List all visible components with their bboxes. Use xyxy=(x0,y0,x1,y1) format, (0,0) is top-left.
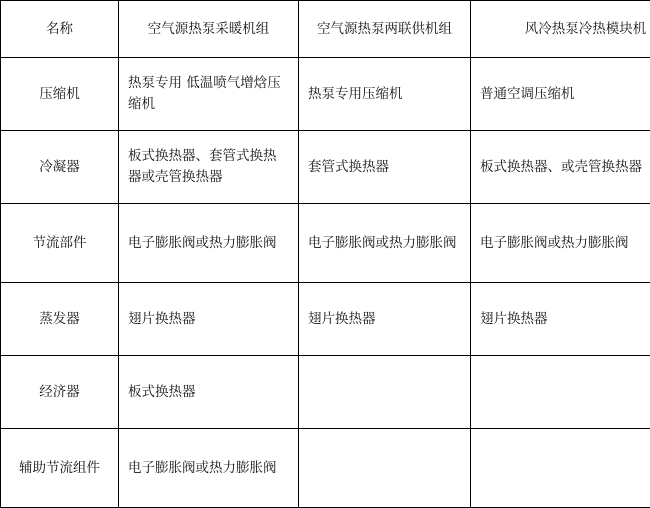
cell-condenser-module: 板式换热器、或壳管换热器 xyxy=(471,131,650,204)
cell-economizer-heating: 板式换热器 xyxy=(119,356,299,429)
cell-auxiliary-heating: 电子膨胀阀或热力膨胀阀 xyxy=(119,429,299,508)
table-row xyxy=(1,131,650,204)
row-label-compressor: 压缩机 xyxy=(1,58,119,131)
row-label-economizer: 经济器 xyxy=(1,356,119,429)
row-label-throttling-part: 节流部件 xyxy=(1,204,119,283)
cell-evaporator-module: 翅片换热器 xyxy=(471,283,650,356)
column-header-dual-supply-unit: 空气源热泵两联供机组 xyxy=(299,1,471,58)
cell-compressor-dual: 热泵专用压缩机 xyxy=(299,58,471,131)
row-label-evaporator: 蒸发器 xyxy=(1,283,119,356)
cell-economizer-dual xyxy=(299,356,471,429)
cell-condenser-dual: 套管式换热器 xyxy=(299,131,471,204)
table-row xyxy=(1,429,650,508)
cell-economizer-module xyxy=(471,356,650,429)
cell-auxiliary-dual xyxy=(299,429,471,508)
table-row xyxy=(1,283,650,356)
cell-compressor-module: 普通空调压缩机 xyxy=(471,58,650,131)
column-header-heating-unit: 空气源热泵采暖机组 xyxy=(119,1,299,58)
column-header-air-cooled-module: 风冷热泵冷热模块机 xyxy=(471,1,650,58)
cell-throttling-heating: 电子膨胀阀或热力膨胀阀 xyxy=(119,204,299,283)
cell-auxiliary-module xyxy=(471,429,650,508)
cell-evaporator-dual: 翅片换热器 xyxy=(299,283,471,356)
table-header-row xyxy=(1,1,650,58)
row-label-auxiliary-throttling: 辅助节流组件 xyxy=(1,429,119,508)
cell-throttling-module: 电子膨胀阀或热力膨胀阀 xyxy=(471,204,650,283)
table-row xyxy=(1,204,650,283)
table-row xyxy=(1,356,650,429)
row-label-condenser: 冷凝器 xyxy=(1,131,119,204)
table-row xyxy=(1,58,650,131)
cell-condenser-heating: 板式换热器、套管式换热器或壳管换热器 xyxy=(119,131,299,204)
cell-compressor-heating: 热泵专用 低温喷气增焓压缩机 xyxy=(119,58,299,131)
cell-evaporator-heating: 翅片换热器 xyxy=(119,283,299,356)
column-header-name: 名称 xyxy=(1,1,119,58)
cell-throttling-dual: 电子膨胀阀或热力膨胀阀 xyxy=(299,204,471,283)
